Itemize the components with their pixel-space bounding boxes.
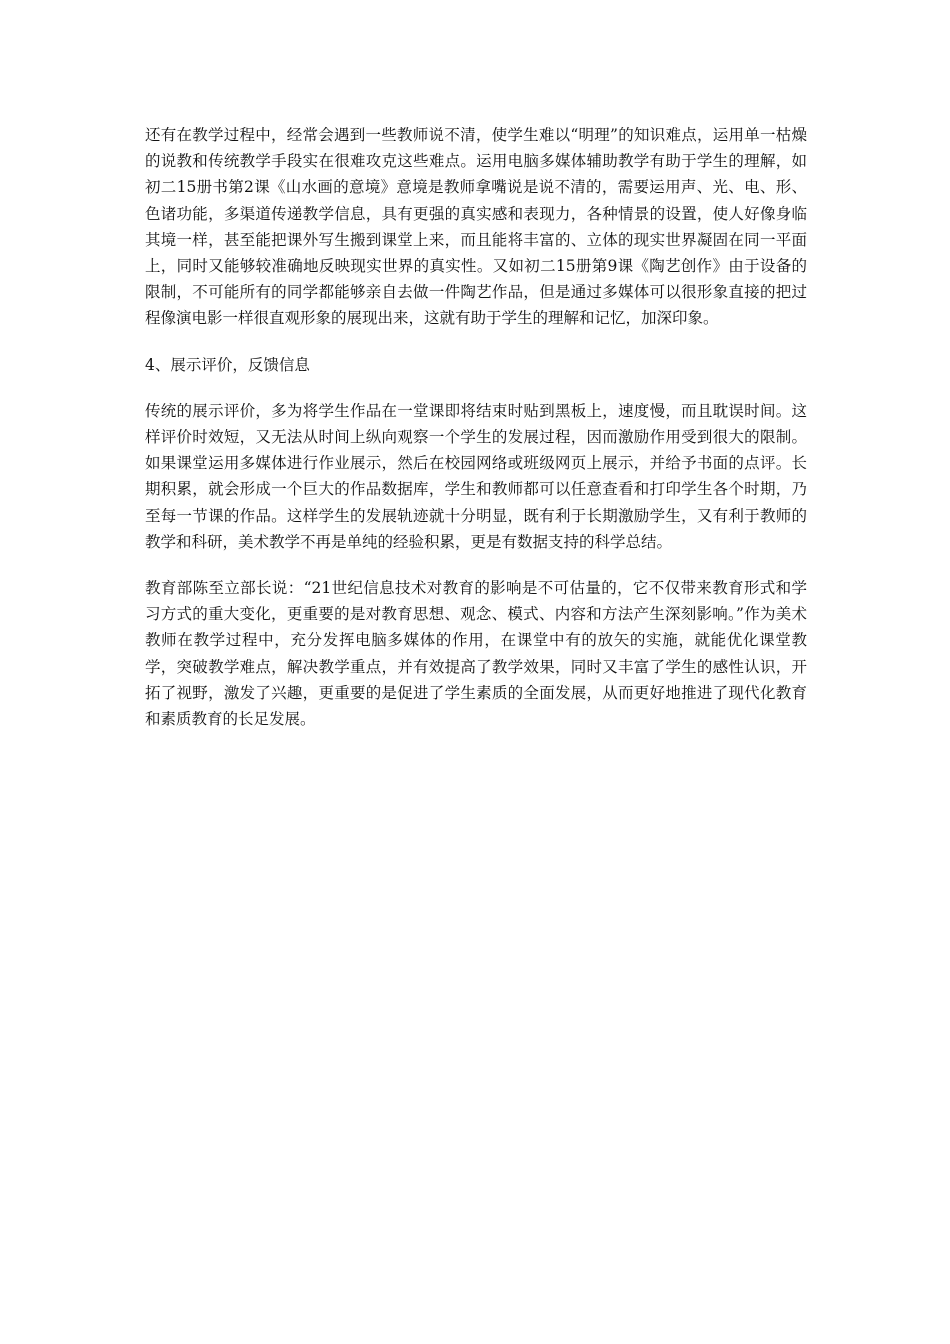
section-heading-display-evaluation: 4、展示评价，反馈信息 — [145, 355, 310, 374]
paragraph-minister-quote: 教育部陈至立部长说：“21世纪信息技术对教育的影响是不可估量的，它不仅带来教育形式和学习方式的重大变化，更重要的是对教育思想、观念、模式、内容和方法产生深刻影响。”作为美术教师在教学过程中，充分发挥电脑多媒体的作用，在课堂中有的放矢的实施，就能优化课堂教学，突破教学难点，解决教学重点，并有效提高了教学效果，同时又丰富了学生的感性认识，开拓了视野，激发了兴趣，更重要的是促进了学生素质的全面发展，从而更好地推进了现代化教育和素质教育的长足发展。 — [145, 579, 807, 729]
paragraph-multimedia-difficulties: 还有在教学过程中，经常会遇到一些教师说不清，使学生难以“明理”的知识难点，运用单一枯燥的说教和传统教学手段实在很难攻克这些难点。运用电脑多媒体辅助教学有助于学生的理解，如初二15册书第2课《山水画的意境》意境是教师拿嘴说是说不清的，需要运用声、光、电、形、色诸功能，多渠道传递教学信息，具有更强的真实感和表现力，各种情景的设置，使人好像身临其境一样，甚至能把课外写生搬到课堂上来，而且能将丰富的、立体的现实世界凝固在同一平面上，同时又能够较准确地反映现实世界的真实性。又如初二15册第9课《陶艺创作》由于设备的限制，不可能所有的同学都能够亲自去做一件陶艺作品，但是通过多媒体可以很形象直接的把过程像演电影一样很直观形象的展现出来，这就有助于学生的理解和记忆，加深印象。 — [145, 126, 807, 328]
document-body — [145, 122, 807, 752]
paragraph-traditional-evaluation: 传统的展示评价，多为将学生作品在一堂课即将结束时贴到黑板上，速度慢，而且耽误时间。这样评价时效短，又无法从时间上纵向观察一个学生的发展过程，因而激励作用受到很大的限制。如果课堂运用多媒体进行作业展示，然后在校园网络或班级网页上展示，并给予书面的点评。长期积累，就会形成一个巨大的作品数据库，学生和教师都可以任意查看和打印学生各个时期，乃至每一节课的作品。这样学生的发展轨迹就十分明显，既有利于长期激励学生，又有利于教师的教学和科研，美术教学不再是单纯的经验积累，更是有数据支持的科学总结。 — [145, 401, 807, 551]
